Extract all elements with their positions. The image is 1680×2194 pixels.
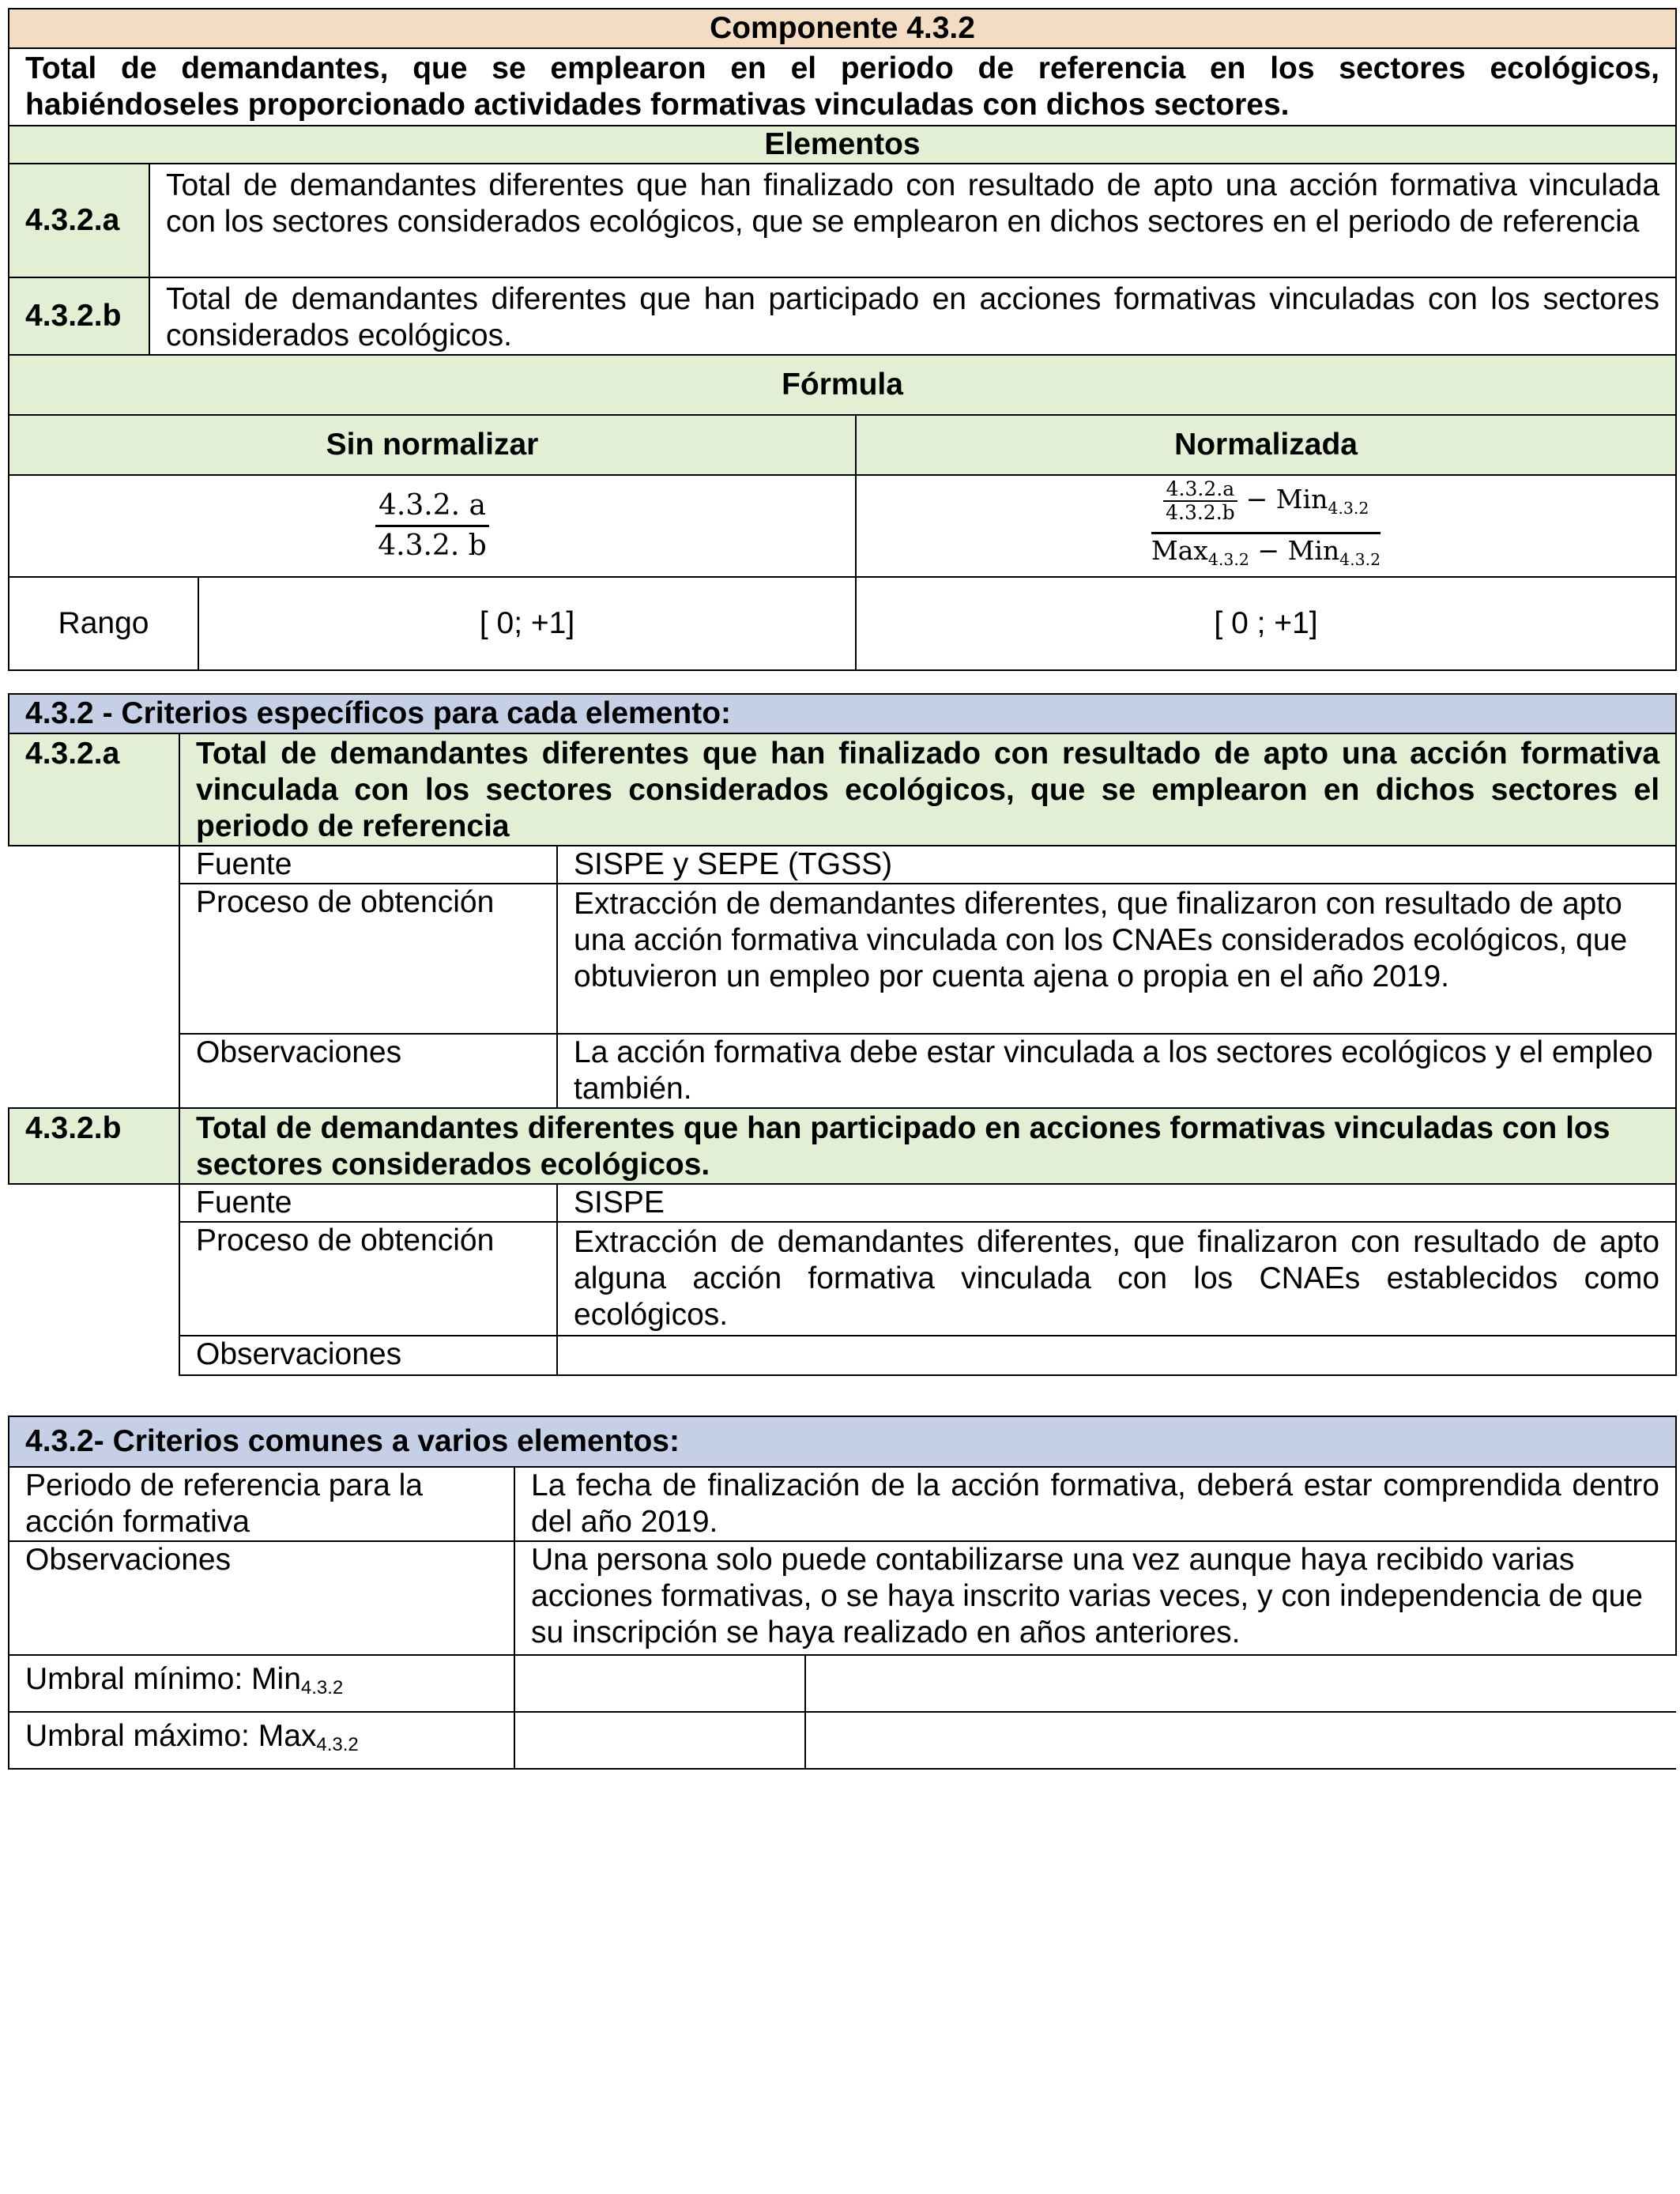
min-term: − Min [1245,484,1328,515]
fuente-label: Fuente [179,1184,557,1222]
formula-raw [375,487,489,565]
element-text: Total de demandantes diferentes que han finalizado con resultado de apto una acción formativa vinculada con los sectores considerados ecológicos, que se emplearon en dichos sectores en el periodo de referencia [149,164,1676,277]
rango-label: Rango [9,577,198,670]
inner-denominator: 4.3.2.b [1166,501,1235,524]
specific-criteria-table [8,693,1677,1376]
proceso-label: Proceso de obtención [179,884,557,1034]
min-term-2: − Min [1249,535,1340,567]
proceso-label: Proceso de obtención [179,1222,557,1336]
umbral-maximo-blank [805,1712,1676,1769]
rango-raw: [ 0; +1] [198,577,856,670]
max-subscript: 4.3.2 [1207,550,1249,570]
umbral-maximo-label [9,1712,514,1769]
inner-numerator: 4.3.2.a [1163,478,1237,502]
periodo-label: Periodo de referencia para la acción formativa [9,1467,514,1541]
indent-spacer [9,846,179,1108]
formula-normalized-cell [856,475,1676,577]
rango-normalized: [ 0 ; +1] [856,577,1676,670]
umbral-minimo-value [514,1655,805,1712]
sin-normalizar-header: Sin normalizar [9,415,856,475]
element-text: Total de demandantes diferentes que han participado en acciones formativas vinculadas con los sectores considerados ecológicos. [149,277,1676,355]
criteria-title: Total de demandantes diferentes que han finalizado con resultado de apto una acción formativa vinculada con los sectores considerados ecológicos, que se emplearon en dichos sectores el periodo de referencia [179,733,1676,846]
formula-header: Fórmula [9,355,1676,415]
min-subscript-2: 4.3.2 [1339,550,1381,570]
normalizada-header: Normalizada [856,415,1676,475]
indent-spacer [9,1184,179,1375]
max-term: Max [1151,535,1208,567]
specific-criteria-header: 4.3.2 - Criterios específicos para cada elemento: [9,694,1676,733]
common-criteria-header: 4.3.2- Criterios comunes a varios elementos: [9,1416,1676,1467]
common-criteria-table [8,1416,1677,1770]
fuente-value: SISPE [557,1184,1676,1222]
formula-denominator: 4.3.2. b [378,530,487,563]
umbral-maximo-subscript: 4.3.2 [316,1733,359,1755]
umbral-maximo-value [514,1712,805,1769]
component-title: Componente 4.3.2 [9,9,1676,48]
umbral-minimo-label [9,1655,514,1712]
fuente-label: Fuente [179,846,557,884]
component-table [8,8,1677,671]
observaciones-label: Observaciones [9,1541,514,1655]
umbral-minimo-text: Umbral mínimo: Min [25,1661,301,1696]
element-code: 4.3.2.b [9,277,149,355]
component-description: Total de demandantes, que se emplearon en el periodo de referencia en los sectores ecológicos, habiéndoseles proporcionado actividades formativas vinculadas con dichos sectores. [9,48,1676,126]
proceso-value: Extracción de demandantes diferentes, que finalizaron con resultado de apto alguna acción formativa vinculada con los CNAEs establecidos como ecológicos. [557,1222,1676,1336]
criteria-code: 4.3.2.b [9,1108,179,1184]
observaciones-label: Observaciones [179,1034,557,1108]
proceso-value: Extracción de demandantes diferentes, que finalizaron con resultado de apto una acción formativa vinculada con los CNAEs considerados ecológicos, que obtuvieron un empleo por cuenta ajena o propia en el año 2019. [557,884,1676,1034]
formula-raw-cell [9,475,856,577]
formula-normalized [1151,476,1381,576]
umbral-minimo-blank [805,1655,1676,1712]
observaciones-value: La acción formativa debe estar vinculada a los sectores ecológicos y el empleo también. [557,1034,1676,1108]
formula-numerator: 4.3.2. a [375,487,489,527]
fuente-value: SISPE y SEPE (TGSS) [557,846,1676,884]
elements-header: Elementos [9,126,1676,164]
observaciones-label: Observaciones [179,1336,557,1375]
observaciones-value: Una persona solo puede contabilizarse una vez aunque haya recibido varias acciones formativas, o se haya inscrito varias veces, y con independencia de que su inscripción se haya realizado en años anteriores. [514,1541,1676,1655]
element-code: 4.3.2.a [9,164,149,277]
periodo-value: La fecha de finalización de la acción formativa, deberá estar comprendida dentro del año 2019. [514,1467,1676,1541]
umbral-minimo-subscript: 4.3.2 [300,1676,344,1698]
criteria-code: 4.3.2.a [9,733,179,846]
umbral-maximo-text: Umbral máximo: Max [25,1718,317,1753]
observaciones-value [557,1336,1676,1375]
inner-fraction [1163,478,1237,524]
criteria-title: Total de demandantes diferentes que han participado en acciones formativas vinculadas con los sectores considerados ecológicos. [179,1108,1676,1184]
min-subscript: 4.3.2 [1328,499,1369,518]
